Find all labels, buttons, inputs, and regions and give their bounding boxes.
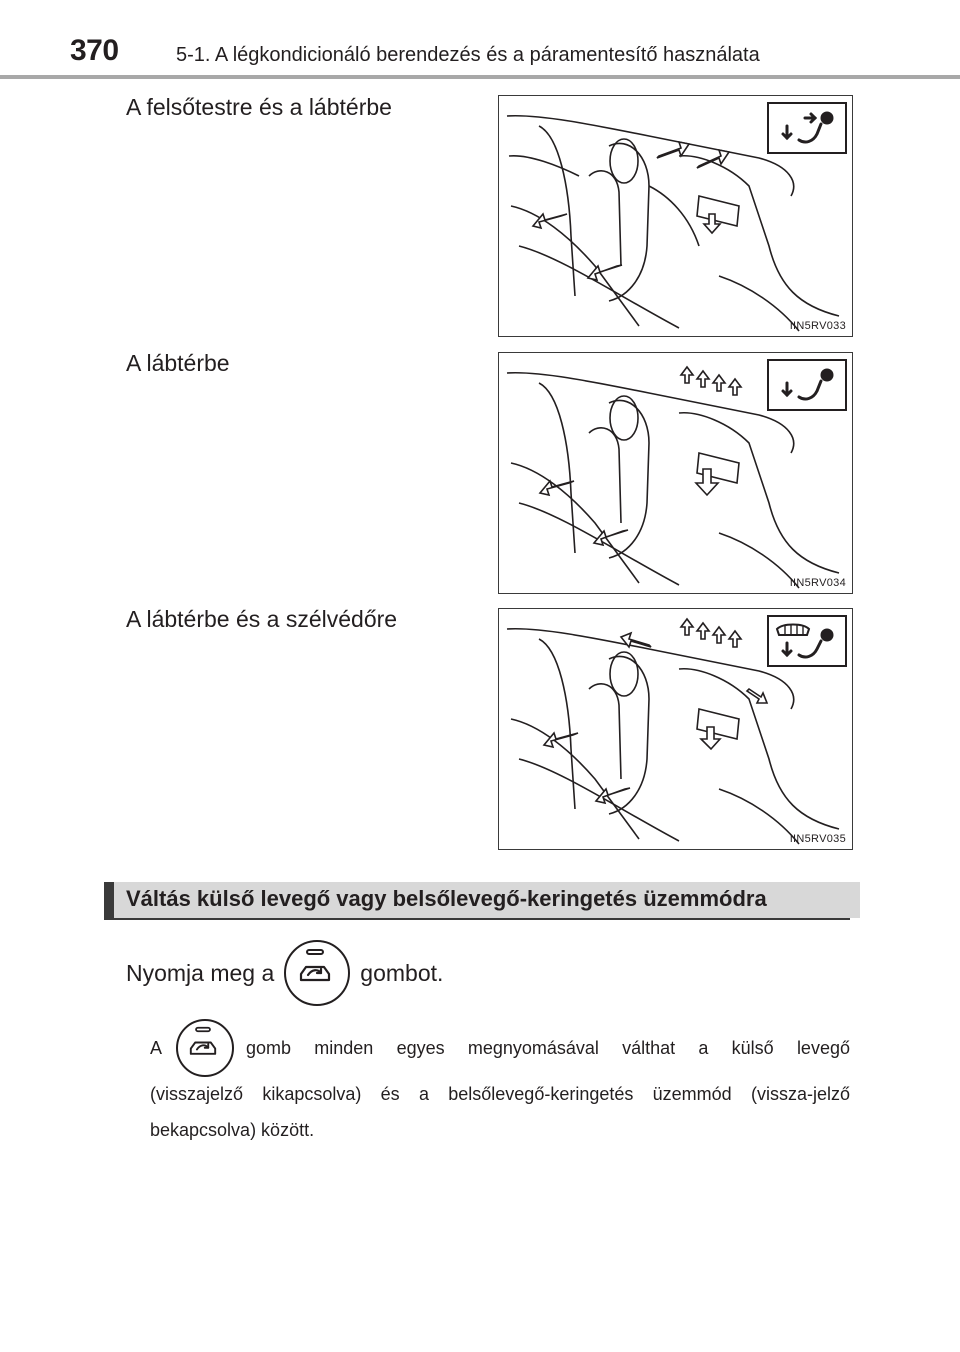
figure-feet — [498, 352, 853, 594]
description-paragraph — [150, 1020, 850, 1148]
description-rest: (visszajelző kikapcsolva) és a belsőlevegő-keringetés üzemmód (vissza-jelző bekapcsolva) között. — [150, 1084, 850, 1140]
section-heading-rule — [104, 918, 850, 920]
desc-word: levegő — [796, 1038, 850, 1058]
mode-label-face-feet: A felsőtestre és a lábtérbe — [126, 94, 392, 120]
desc-word: a — [698, 1038, 709, 1058]
desc-word: egyes — [396, 1038, 445, 1058]
press-text-after: gombot. — [360, 959, 444, 986]
desc-word: válthat — [622, 1038, 676, 1058]
figure-face-feet — [498, 95, 853, 337]
figure-code: IIN5RV034 — [789, 577, 846, 589]
desc-word: gomb — [246, 1038, 292, 1058]
press-text-before: Nyomja meg a — [126, 959, 275, 986]
recirculation-button-icon — [284, 940, 350, 1006]
desc-word: minden — [314, 1038, 374, 1058]
page-number: 370 — [70, 34, 119, 67]
feet-airflow-icon — [767, 359, 847, 411]
desc-text-before: A — [150, 1038, 163, 1058]
feet-and-windshield-airflow-icon — [767, 615, 847, 667]
face-and-feet-airflow-icon — [767, 102, 847, 154]
press-instruction — [126, 938, 443, 1008]
desc-word: megnyomásával — [467, 1038, 599, 1058]
mode-label-feet: A lábtérbe — [126, 350, 230, 376]
desc-word: külső — [731, 1038, 774, 1058]
description-line-1 — [150, 1020, 850, 1076]
mode-label-feet-windshield: A lábtérbe és a szélvédőre — [126, 606, 398, 632]
figure-code: IIN5RV033 — [789, 320, 846, 332]
chapter-title: 5-1. A légkondicionáló berendezés és a páramentesítő használata — [176, 44, 760, 66]
desc-line-1-words — [246, 1030, 850, 1066]
recirculation-button-icon — [176, 1019, 234, 1077]
figure-code: IIN5RV035 — [789, 833, 846, 845]
section-heading: Váltás külső levegő vagy belsőlevegő-keringetés üzemmódra — [126, 886, 767, 911]
header-rule — [0, 75, 960, 79]
figure-feet-windshield — [498, 608, 853, 850]
